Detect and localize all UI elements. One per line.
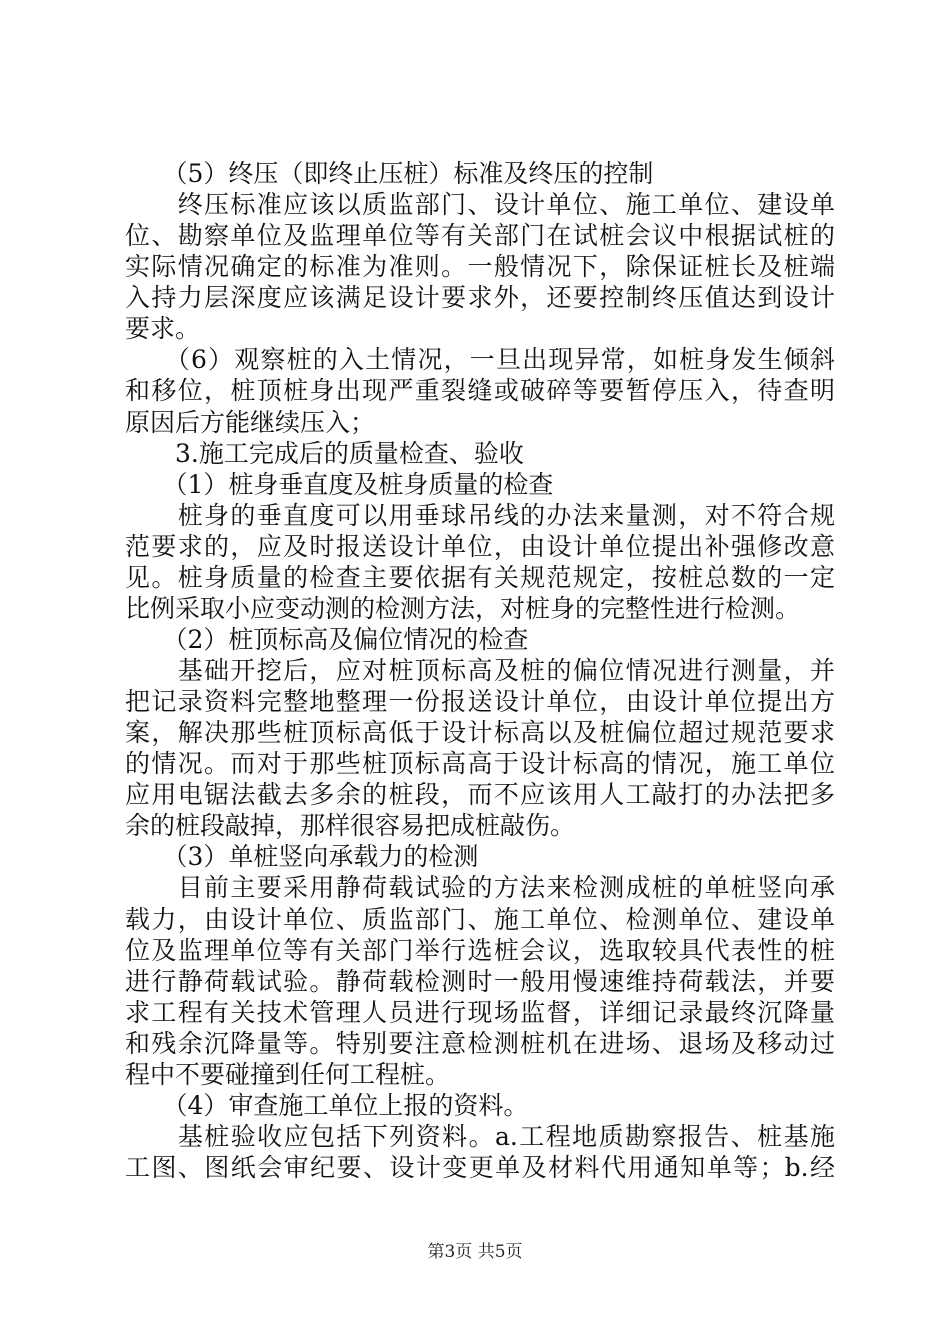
text-line: 见。桩身质量的检查主要依据有关规范规定，按桩总数的一定 [125, 562, 835, 592]
text-line: 求工程有关技术管理人员进行现场监督，详细记录最终沉降量 [125, 997, 835, 1027]
text-line: 程中不要碰撞到任何工程桩。 [125, 1059, 451, 1089]
text-line: 终压标准应该以质监部门、设计单位、施工单位、建设单 [125, 190, 835, 220]
text-line: 和移位，桩顶桩身出现严重裂缝或破碎等要暂停压入，待查明 [125, 376, 835, 406]
text-line: 进行静荷载试验。静荷载检测时一般用慢速维持荷载法，并要 [125, 966, 835, 996]
text-line: 范要求的，应及时报送设计单位，由设计单位提出补强修改意 [125, 531, 835, 561]
text-line: （2）桩顶标高及偏位情况的检查 [125, 624, 529, 654]
text-line: 载力，由设计单位、质监部门、施工单位、检测单位、建设单 [125, 904, 835, 934]
text-line: 桩身的垂直度可以用垂球吊线的办法来量测，对不符合规 [125, 500, 835, 530]
text-line: 入持力层深度应该满足设计要求外，还要控制终压值达到设计 [125, 283, 835, 313]
text-line: 的情况。而对于那些桩顶标高高于设计标高的情况，施工单位 [125, 749, 835, 779]
text-line: 要求。 [125, 314, 201, 344]
text-line: 基桩验收应包括下列资料。a.工程地质勘察报告、桩基施 [125, 1121, 835, 1151]
text-line: 原因后方能继续压入； [125, 407, 376, 437]
text-line: （5）终压（即终止压桩）标准及终压的控制 [125, 159, 654, 188]
text-line: （3）单桩竖向承载力的检测 [125, 842, 479, 872]
text-line: （4）审查施工单位上报的资料。 [125, 1090, 529, 1120]
text-line: （1）桩身垂直度及桩身质量的检查 [125, 469, 554, 499]
text-line: （6）观察桩的入土情况，一旦出现异常，如桩身发生倾斜 [125, 345, 835, 375]
text-line: 目前主要采用静荷载试验的方法来检测成桩的单桩竖向承 [125, 873, 835, 903]
text-line: 比例采取小应变动测的检测方法，对桩身的完整性进行检测。 [125, 593, 801, 623]
text-line: 余的桩段敲掉，那样很容易把成桩敲伤。 [125, 811, 576, 841]
text-line: 工图、图纸会审纪要、设计变更单及材料代用通知单等；b.经 [125, 1153, 835, 1182]
text-line: 应用电锯法截去多余的桩段，而不应该用人工敲打的办法把多 [125, 780, 835, 810]
text-line: 3.施工完成后的质量检查、验收 [125, 438, 524, 468]
page-footer: 第3页 共5页 [427, 1242, 523, 1262]
text-line: 实际情况确定的标准为准则。一般情况下，除保证桩长及桩端 [125, 252, 835, 282]
text-line: 位、勘察单位及监理单位等有关部门在试桩会议中根据试桩的 [125, 221, 835, 251]
text-line: 基础开挖后，应对桩顶标高及桩的偏位情况进行测量，并 [125, 656, 835, 685]
text-line: 位及监理单位等有关部门举行选桩会议，选取较具代表性的桩 [125, 935, 835, 965]
text-line: 和残余沉降量等。特别要注意检测桩机在进场、退场及移动过 [125, 1028, 835, 1058]
text-line: 案，解决那些桩顶标高低于设计标高以及桩偏位超过规范要求 [125, 718, 835, 748]
text-line: 把记录资料完整地整理一份报送设计单位，由设计单位提出方 [125, 687, 835, 717]
